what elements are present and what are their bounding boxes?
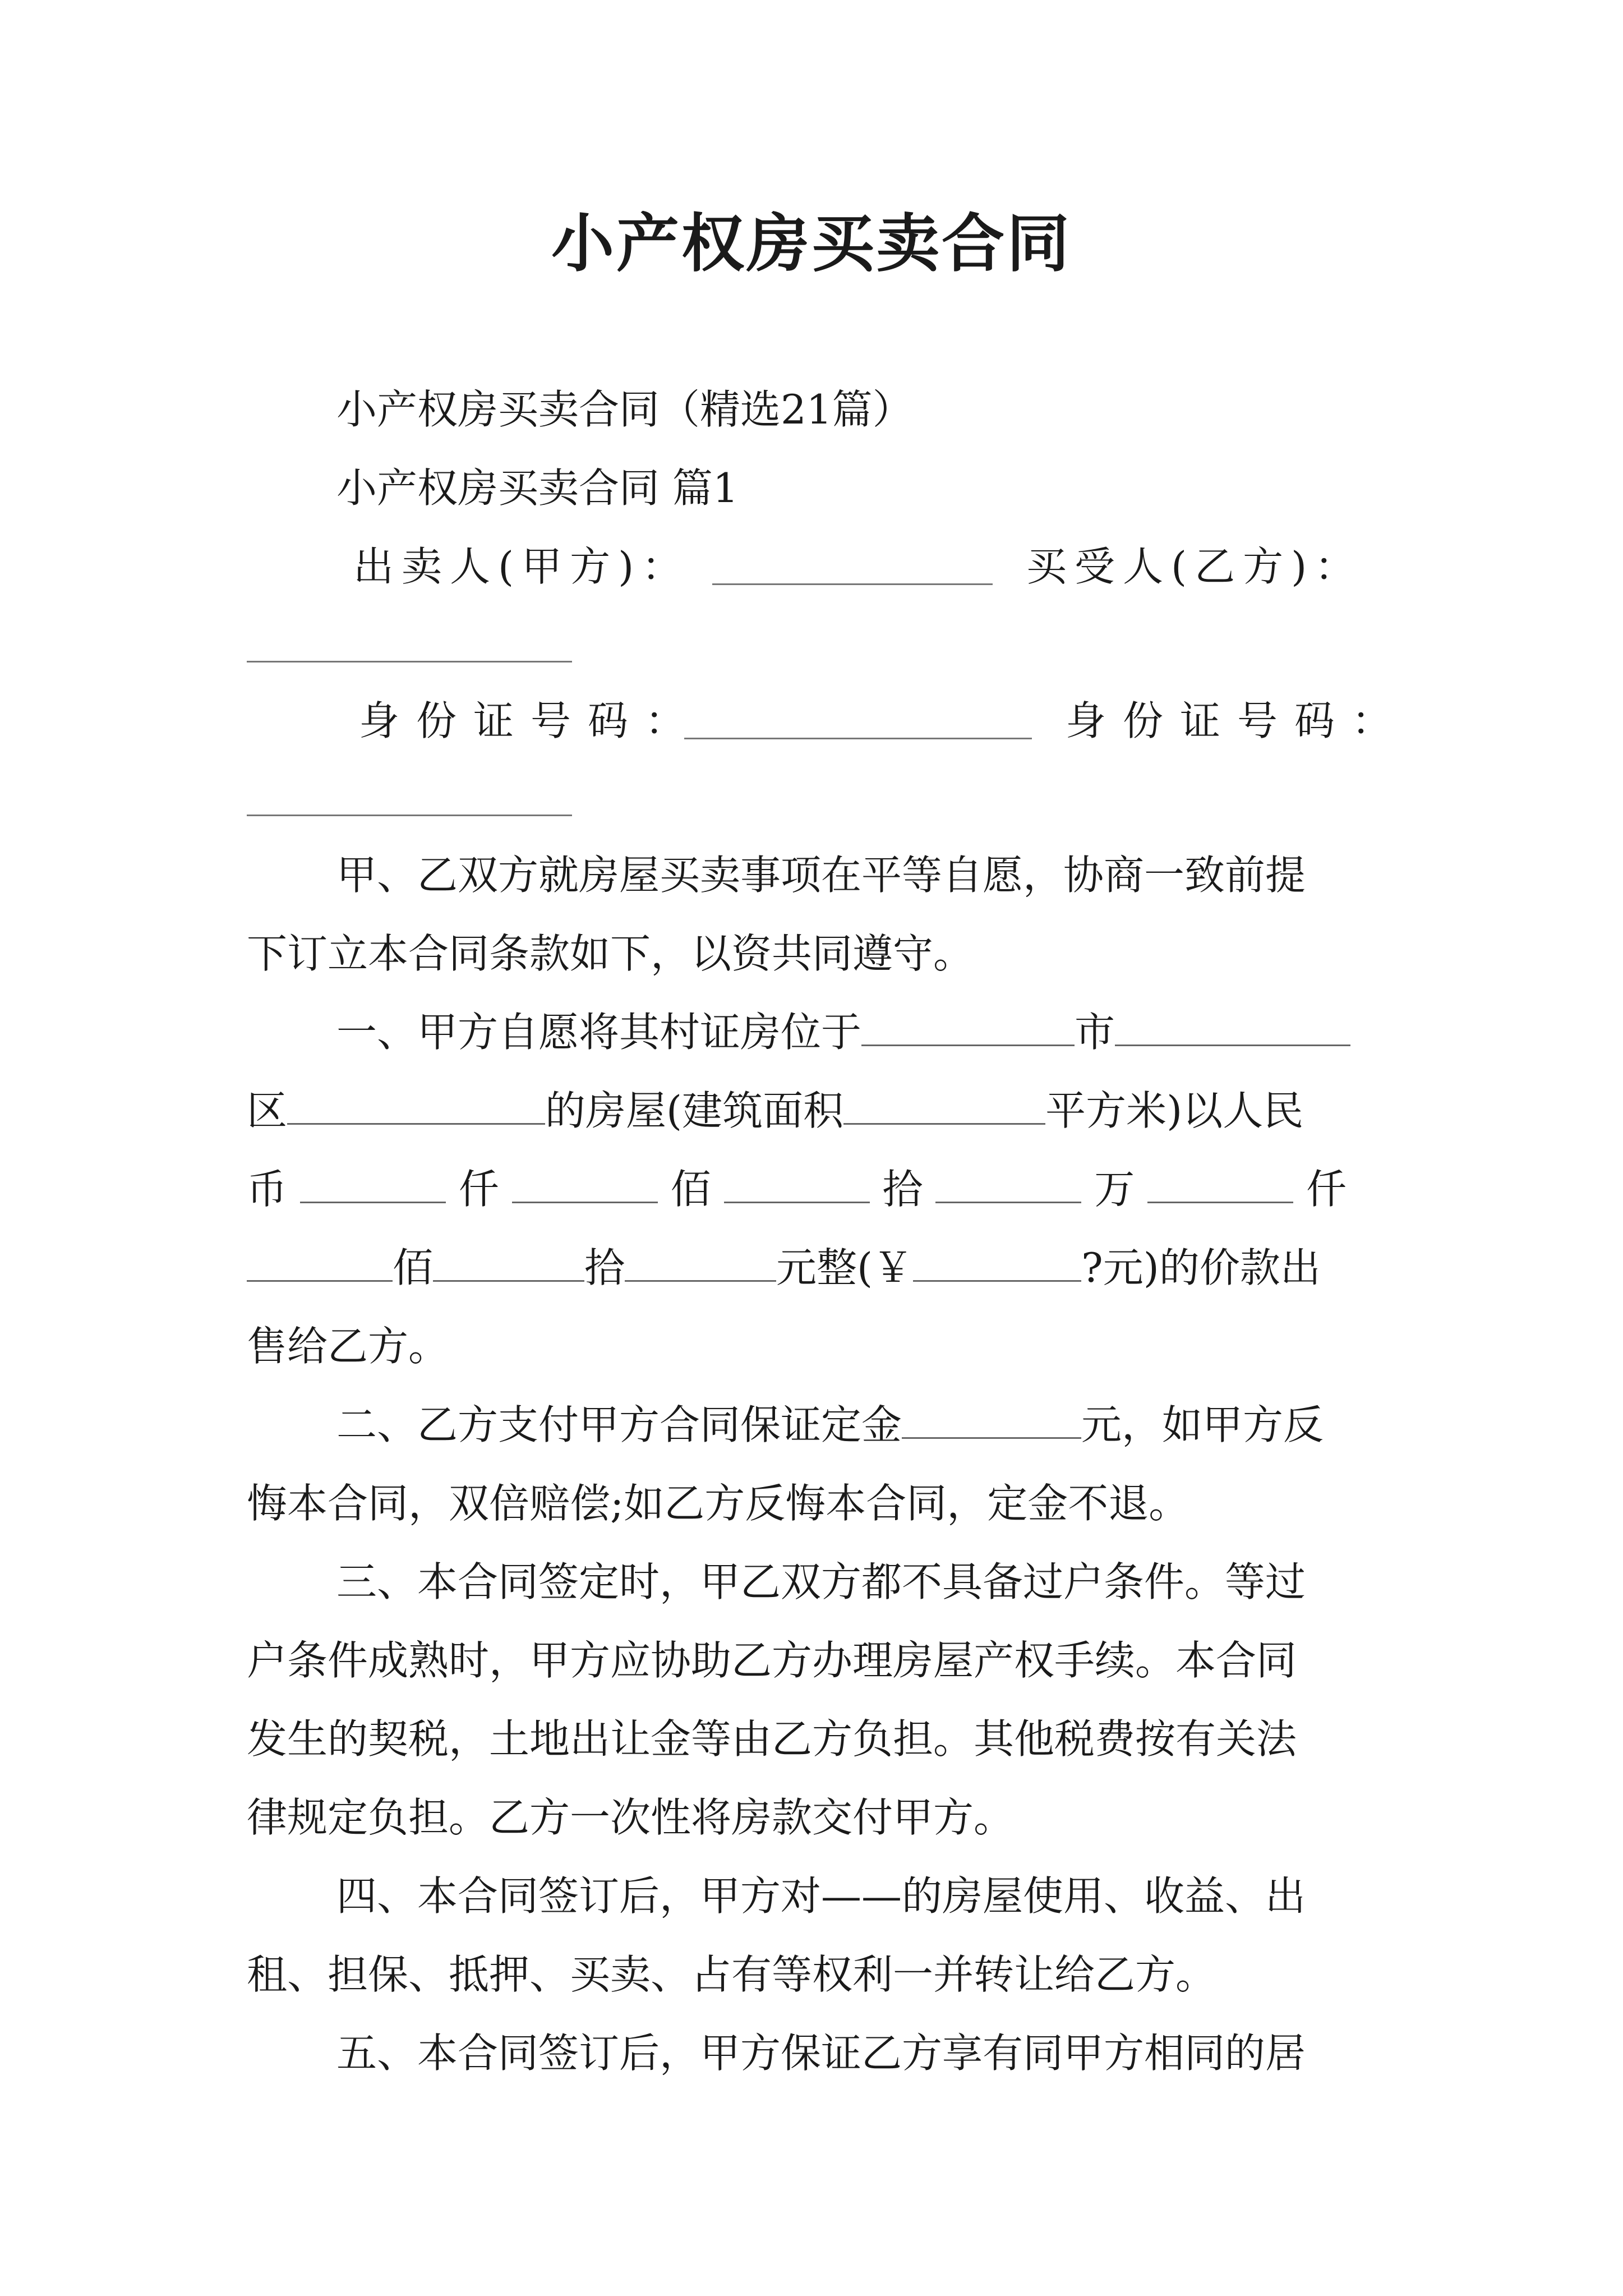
clause-2-line-1: 二、乙方支付甲方合同保证定金 元，如甲方反 [336, 1397, 1469, 1453]
buyer-id-label: 身份证号码： [1066, 697, 1409, 744]
clause-1-line-1: 一、甲方自愿将其村证房位于 市 [336, 1004, 1469, 1060]
buyer-name-blank [247, 661, 572, 662]
seller-label: 出卖人(甲方)： [353, 543, 690, 590]
seller-id-blank [684, 738, 1032, 739]
clause-4-line-1: 四、本合同签订后，甲方对——的房屋使用、收益、出 [336, 1872, 1306, 1920]
buyer-id-blank [247, 815, 572, 816]
intro-line-2: 下订立本合同条款如下，以资共同遵守。 [247, 930, 974, 977]
clause-5-line-1: 五、本合同签订后，甲方保证乙方享有同甲方相同的居 [336, 2030, 1306, 2077]
seller-id-label: 身份证号码： [359, 697, 703, 744]
subtitle: 小产权房买卖合同（精选21篇） [336, 386, 913, 433]
clause-1-line-2: 区 的房屋(建筑面积 平方米)以人民 [247, 1083, 1380, 1139]
clause-1-line-3: 币 仟 佰 拾 万 仟 [247, 1161, 1380, 1217]
clause-4-line-2: 租、担保、抵押、买卖、占有等权利一并转让给乙方。 [247, 1951, 1216, 1998]
clause-1-line-5: 售给乙方。 [247, 1323, 449, 1370]
seller-name-blank [712, 583, 993, 585]
clause-1-line-4: 佰 拾 元整(￥ ?元)的价款出 [247, 1240, 1380, 1296]
section-heading: 小产权房买卖合同 篇1 [336, 464, 739, 512]
clause-3-line-3: 发生的契税，土地出让金等由乙方负担。其他税费按有关法 [247, 1715, 1297, 1763]
intro-line-1: 甲、乙双方就房屋买卖事项在平等自愿，协商一致前提 [336, 852, 1306, 899]
clause-3-line-1: 三、本合同签定时，甲乙双方都不具备过户条件。等过 [336, 1558, 1306, 1605]
clause-2-line-2: 悔本合同，双倍赔偿;如乙方反悔本合同，定金不退。 [247, 1480, 1189, 1527]
page-title: 小产权房买卖合同 [551, 207, 1072, 280]
buyer-label: 买受人(乙方)： [1026, 543, 1363, 590]
clause-3-line-4: 律规定负担。乙方一次性将房款交付甲方。 [247, 1794, 1015, 1841]
clause-3-line-2: 户条件成熟时，甲方应协助乙方办理房屋产权手续。本合同 [247, 1637, 1297, 1684]
